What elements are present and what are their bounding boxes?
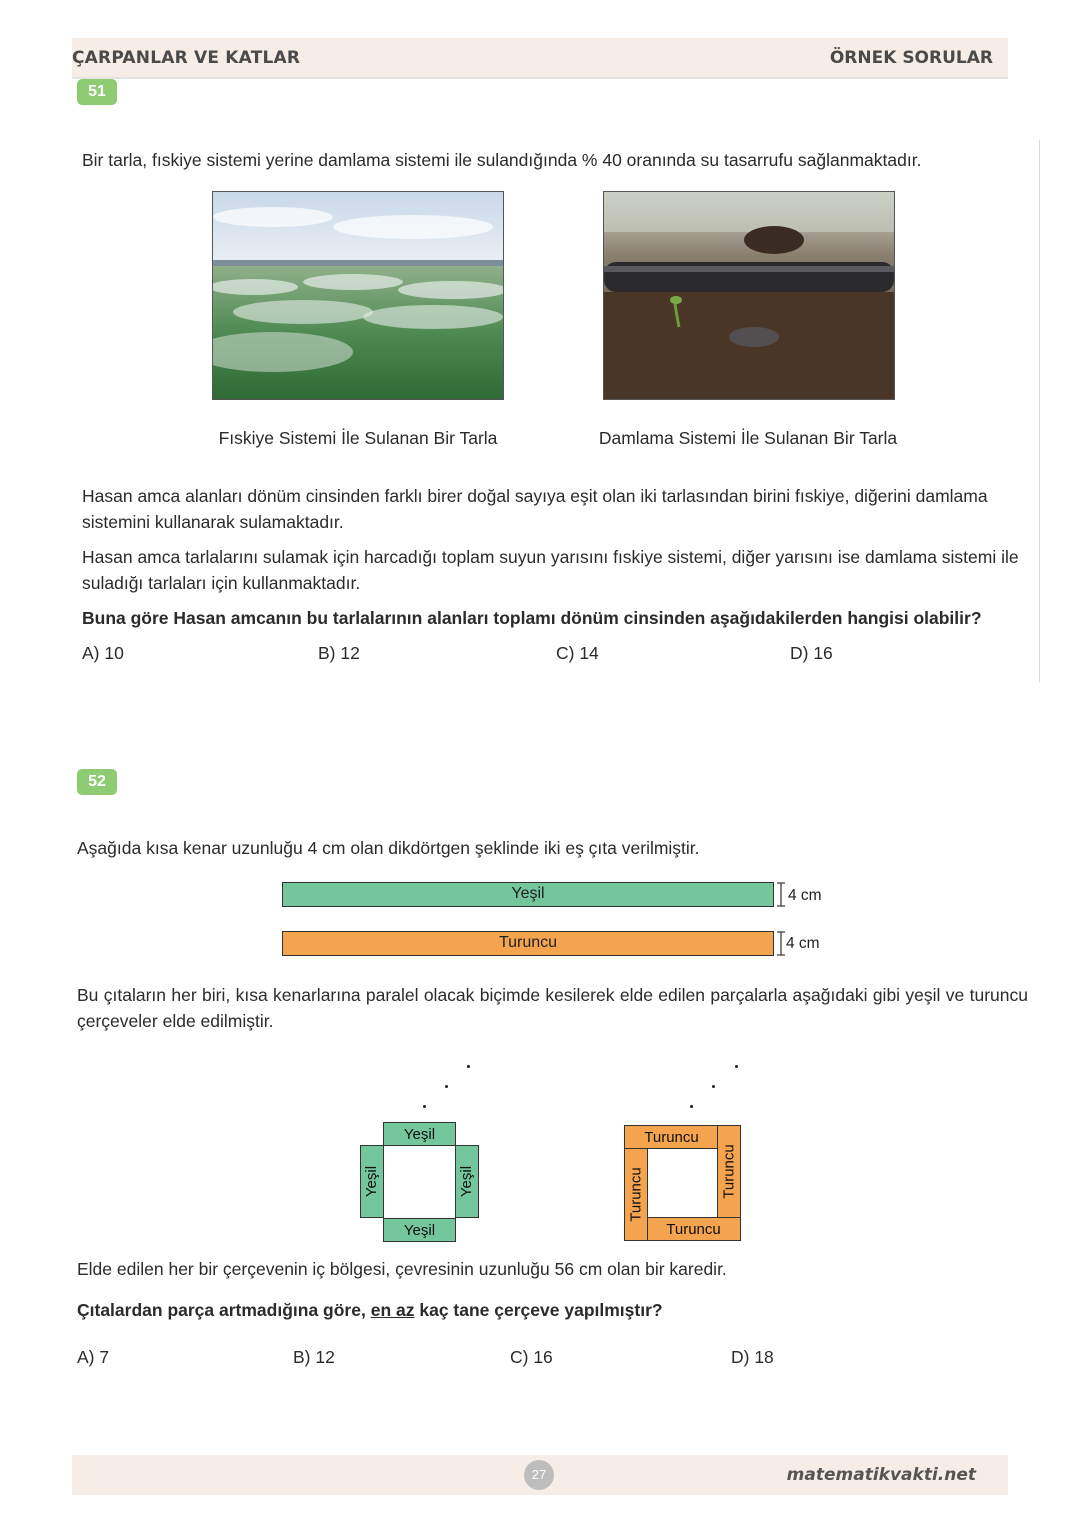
green-frame-bottom: [383, 1218, 456, 1242]
orange-frame-left-label: Turuncu: [627, 1167, 645, 1222]
orange-frame-left: [624, 1148, 648, 1241]
orange-frame-right: [717, 1125, 741, 1218]
ellipsis-dot: [712, 1085, 715, 1088]
ellipsis-dot: [690, 1105, 693, 1108]
question-number-badge: 51: [77, 79, 117, 105]
q52-option-d[interactable]: D) 18: [731, 1347, 774, 1367]
q51-option-c[interactable]: C) 14: [556, 643, 599, 663]
green-strip: Yeşil: [282, 882, 774, 907]
q52-question-emphasis: en az: [370, 1300, 415, 1320]
drip-caption: Damlama Sistemi İle Sulanan Bir Tarla: [598, 428, 898, 448]
orange-frame-top-label: Turuncu: [644, 1128, 699, 1146]
orange-frame-bottom: [646, 1217, 741, 1241]
dimension-label-orange: 4 cm: [786, 935, 820, 952]
green-frame-left: [360, 1145, 384, 1218]
q52-question-part-b: kaç tane çerçeve yapılmıştır?: [419, 1300, 663, 1320]
sprinkler-caption: Fıskiye Sistemi İle Sulanan Bir Tarla: [218, 428, 498, 448]
green-frame-right: [455, 1145, 479, 1218]
orange-frame-top: [624, 1125, 719, 1149]
q52-option-c[interactable]: C) 16: [510, 1347, 553, 1367]
q51-paragraph-1: Hasan amca alanları dönüm cinsinden farklı birer doğal sayıya eşit olan iki tarlasından birini fıskiye, diğerini damlama sistemini kullanarak sulamaktadır.: [82, 486, 988, 532]
ellipsis-dot: [445, 1085, 448, 1088]
header-divider: [72, 77, 1008, 79]
site-name: matematikvakti.net: [786, 1465, 976, 1485]
ellipsis-dot: [735, 1065, 738, 1068]
green-frame-bottom-label: Yeşil: [403, 1221, 436, 1239]
orange-frame-bottom-label: Turuncu: [666, 1220, 721, 1238]
sprinkler-field-photo: [212, 191, 504, 400]
green-frame-top-label: Yeşil: [403, 1125, 436, 1143]
dimension-label-green: 4 cm: [788, 887, 822, 904]
q51-option-a[interactable]: A) 10: [82, 643, 124, 663]
q52-option-b[interactable]: B) 12: [293, 1347, 335, 1367]
q52-paragraph-1: Bu çıtaların her biri, kısa kenarlarına paralel olacak biçimde kesilerek elde edilen parçalarla aşağıdaki gibi yeşil ve turuncu çerçeveler elde edilmiştir.: [77, 985, 1028, 1031]
q52-question-part-a: Çıtalardan parça artmadığına göre,: [77, 1300, 366, 1320]
green-frame-top: [383, 1122, 456, 1146]
question-number-badge: 52: [77, 769, 117, 795]
header-section: ÖRNEK SORULAR: [829, 48, 993, 68]
orange-frame-right-label: Turuncu: [720, 1144, 738, 1199]
orange-strip: Turuncu: [282, 931, 774, 956]
green-frame-right-label: Yeşil: [458, 1165, 476, 1198]
ellipsis-dot: [467, 1065, 470, 1068]
green-frame-left-label: Yeşil: [363, 1165, 381, 1198]
ellipsis-dot: [423, 1105, 426, 1108]
drip-irrigation-photo: [603, 191, 895, 400]
header-topic: ÇARPANLAR VE KATLAR: [72, 48, 301, 68]
q52-paragraph-2: Elde edilen her bir çerçevenin iç bölgesi, çevresinin uzunluğu 56 cm olan bir karedir.: [77, 1259, 727, 1279]
q52-intro: Aşağıda kısa kenar uzunluğu 4 cm olan dikdörtgen şeklinde iki eş çıta verilmiştir.: [77, 838, 700, 858]
q51-option-d[interactable]: D) 16: [790, 643, 833, 663]
q51-option-b[interactable]: B) 12: [318, 643, 360, 663]
q52-question: [77, 1297, 1032, 1323]
q52-option-a[interactable]: A) 7: [77, 1347, 110, 1367]
page-number: 27: [524, 1460, 554, 1490]
column-divider: [1039, 140, 1040, 682]
q51-intro: Bir tarla, fıskiye sistemi yerine damlama sistemi ile sulandığında % 40 oranında su tasarrufu sağlanmaktadır.: [82, 150, 922, 170]
header-band: [72, 38, 1008, 78]
q51-paragraph-2: Hasan amca tarlalarını sulamak için harcadığı toplam suyun yarısını fıskiye sistemi, diğer yarısını ise damlama sistemi ile suladığı tarlaları için kullanmaktadır.: [82, 547, 1019, 593]
q51-question: Buna göre Hasan amcanın bu tarlalarının alanları toplamı dönüm cinsinden aşağıdakilerden hangisi olabilir?: [82, 608, 982, 628]
